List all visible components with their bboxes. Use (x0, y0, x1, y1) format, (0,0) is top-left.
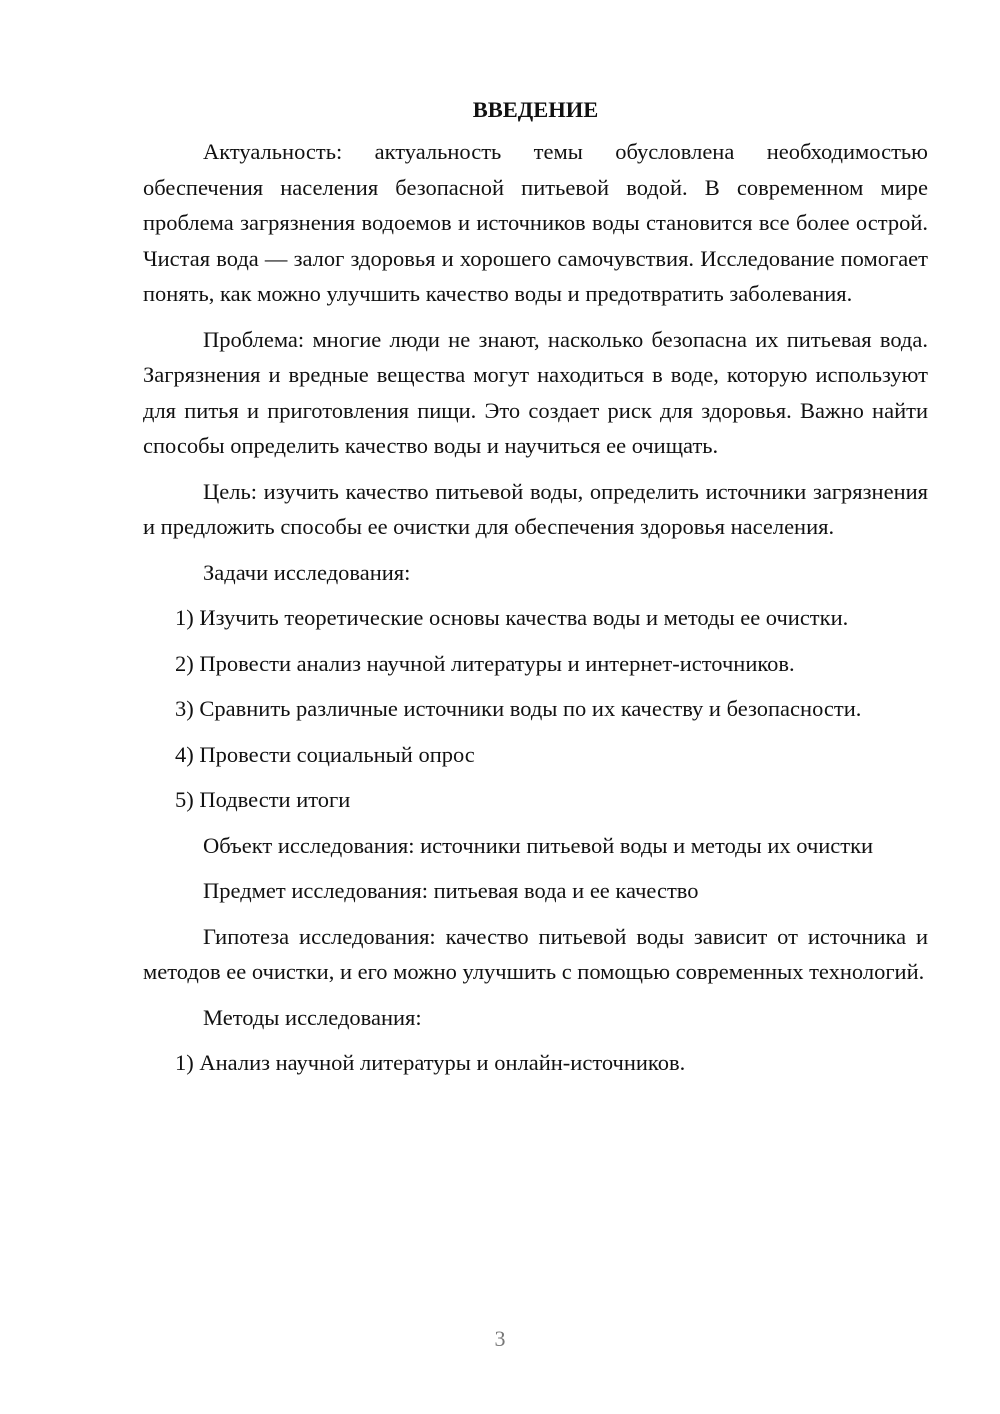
subject-paragraph: Предмет исследования: питьевая вода и ее качество (203, 878, 699, 903)
hypothesis-paragraph: Гипотеза исследования: качество питьевой воды зависит от источника и методов ее очистки, и его можно улучшить с помощью современных технологий. (143, 923, 928, 984)
page-number: 3 (494, 1326, 506, 1351)
task-item: 1) Изучить теоретические основы качества воды и методы ее очистки. (175, 605, 849, 630)
task-item: 2) Провести анализ научной литературы и интернет-источников. (175, 650, 795, 676)
object-paragraph: Объект исследования: источники питьевой воды и методы их очистки (203, 832, 874, 858)
task-item: 3) Сравнить различные источники воды по их качеству и безопасности. (175, 696, 862, 721)
method-item: 1) Анализ научной литературы и онлайн-источников. (175, 1050, 686, 1075)
task-item: 5) Подвести итоги (175, 787, 351, 812)
goal-paragraph: Цель: изучить качество питьевой воды, определить источники загрязнения и предложить способы ее очистки для обеспечения здоровья населения. (143, 478, 928, 539)
tasks-heading: Задачи исследования: (203, 559, 411, 585)
task-item: 4) Провести социальный опрос (175, 741, 475, 767)
relevance-paragraph: Актуальность: актуальность темы обусловлена необходимостью обеспечения населения безопасной питьевой водой. В современном мире проблема загрязнения водоемов и источников воды становится все более острой. Чистая вода — залог здоровья и хорошего самочувствия. Исследование помогает понять, как можно улучшить качество воды и предотвратить заболевания. (143, 139, 928, 306)
problem-paragraph: Проблема: многие люди не знают, насколько безопасна их питьевая вода. Загрязнения и вредные вещества могут находиться в воде, которую используют для питья и приготовления пищи. Это создает риск для здоровья. Важно найти способы определить качество воды и научиться ее очищать. (143, 326, 928, 458)
methods-heading: Методы исследования: (203, 1004, 422, 1030)
document-page (143, 90, 928, 1091)
section-title: ВВЕДЕНИЕ (472, 97, 599, 122)
